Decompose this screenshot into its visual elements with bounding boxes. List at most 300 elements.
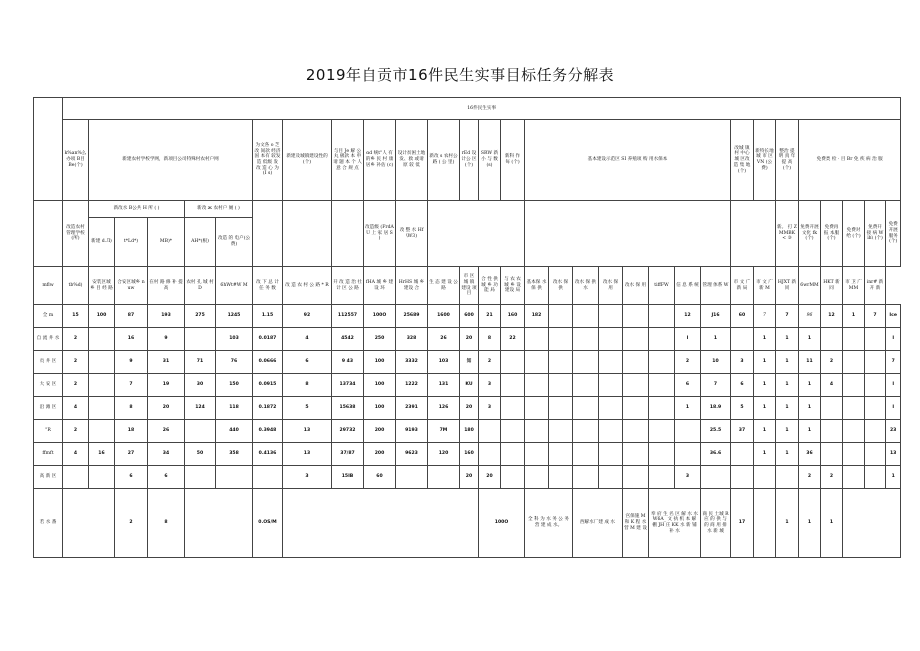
data-cell: 60 bbox=[731, 305, 754, 328]
unit-header: 管理 体系 W bbox=[701, 267, 731, 305]
data-cell: 7 bbox=[865, 305, 886, 328]
data-cell: 1 bbox=[886, 466, 901, 489]
sub-header: MB)* bbox=[148, 218, 185, 267]
data-cell: 126 bbox=[428, 397, 460, 420]
col-header: 新科 作 每 (个) bbox=[501, 120, 525, 201]
data-cell: 2 bbox=[675, 351, 701, 374]
data-cell: 6 bbox=[675, 374, 701, 397]
data-cell: I bbox=[675, 328, 701, 351]
note-cell: 100O bbox=[479, 489, 525, 558]
unit-header: 基本保 水 保 供 bbox=[525, 267, 549, 305]
row-label: 沿 滩 区 bbox=[34, 397, 63, 420]
data-cell: 18.9 bbox=[701, 397, 731, 420]
data-cell: 15638 bbox=[332, 397, 364, 420]
data-cell: 1 bbox=[776, 374, 799, 397]
data-cell: 0.OS/M bbox=[253, 489, 283, 558]
data-cell: 1600 bbox=[428, 305, 460, 328]
data-cell: 2 bbox=[63, 374, 89, 397]
data-cell: 60 bbox=[364, 466, 396, 489]
data-cell: 9 43 bbox=[332, 351, 364, 374]
data-cell bbox=[549, 351, 573, 374]
data-cell: 20 bbox=[460, 397, 479, 420]
data-cell bbox=[525, 351, 549, 374]
data-cell bbox=[599, 420, 623, 443]
data-cell: 13 bbox=[886, 443, 901, 466]
data-cell: 8 bbox=[115, 397, 148, 420]
data-cell bbox=[525, 397, 549, 420]
data-cell bbox=[843, 397, 865, 420]
unit-header: tb%d) bbox=[63, 267, 89, 305]
data-cell: 12 bbox=[675, 305, 701, 328]
data-cell: 1 bbox=[754, 443, 776, 466]
data-cell: J16 bbox=[701, 305, 731, 328]
data-cell: 100O bbox=[364, 305, 396, 328]
data-cell: 31 bbox=[148, 351, 185, 374]
data-cell: 1 bbox=[799, 374, 821, 397]
data-cell bbox=[731, 466, 754, 489]
blank-cell bbox=[332, 201, 364, 267]
data-cell: 8 bbox=[479, 328, 501, 351]
unit-header: 改 造 农 村 公 路 * R bbox=[283, 267, 332, 305]
col-header: 改城 镇 村 中心 城 区改 造 集 地 (个) bbox=[731, 120, 754, 201]
data-cell bbox=[573, 305, 599, 328]
corner-cell bbox=[34, 98, 63, 201]
sub-header: 改 整 水 Hf\W3) bbox=[396, 201, 428, 267]
data-cell bbox=[63, 489, 115, 558]
data-cell bbox=[573, 328, 599, 351]
data-cell bbox=[649, 351, 675, 374]
col-header: rEd 设 计公 区 (个) bbox=[460, 120, 479, 201]
table-row bbox=[34, 443, 901, 466]
data-cell bbox=[623, 351, 649, 374]
sub-header: 新。 打 ZMMBK< ③ bbox=[776, 201, 799, 267]
row-label: ffmft bbox=[34, 443, 63, 466]
data-cell: 6 bbox=[283, 351, 332, 374]
data-cell bbox=[89, 397, 115, 420]
data-cell: 76 bbox=[216, 351, 253, 374]
data-cell: 15IB bbox=[332, 466, 364, 489]
col-header: 整治 提 明 真 年 提 高 (个) bbox=[776, 120, 799, 201]
data-cell bbox=[731, 328, 754, 351]
data-cell: 1 bbox=[754, 397, 776, 420]
table-row bbox=[34, 420, 901, 443]
data-cell: 160 bbox=[501, 305, 525, 328]
blank-cell bbox=[525, 201, 731, 267]
data-cell: 50 bbox=[185, 443, 216, 466]
data-cell: 103 bbox=[428, 351, 460, 374]
data-cell: 17 bbox=[731, 489, 754, 558]
data-cell: 1.15 bbox=[253, 305, 283, 328]
blank-cell bbox=[253, 201, 283, 267]
data-cell bbox=[89, 466, 115, 489]
data-cell: 1 bbox=[701, 328, 731, 351]
data-cell bbox=[865, 397, 886, 420]
data-cell: 1 bbox=[799, 489, 821, 558]
data-cell: 20 bbox=[479, 466, 501, 489]
col-header: 新建农村学校学网，新项目公司特殊村农村户网 bbox=[89, 120, 253, 201]
data-cell bbox=[843, 374, 865, 397]
data-cell: 23 bbox=[886, 420, 901, 443]
col-header: 免费类 检 · 目 Br 免 疾 病 治 服 bbox=[799, 120, 901, 201]
data-cell: 100 bbox=[364, 374, 396, 397]
table-row bbox=[34, 328, 901, 351]
data-cell bbox=[599, 466, 623, 489]
unit-header: 合 性 供 城 乡 功 能 局 bbox=[479, 267, 501, 305]
col-header: 为文各 o 芝改 间款 经济 国 本有 较发 造 低级 发 改 造 心 为 (I s) bbox=[253, 120, 283, 201]
data-cell: 193 bbox=[148, 305, 185, 328]
sub-header: 免费对 给 (个) bbox=[843, 201, 865, 267]
data-cell bbox=[573, 443, 599, 466]
data-cell bbox=[599, 351, 623, 374]
col-header: k%an%么办项 B目 Be(个) bbox=[63, 120, 89, 201]
data-cell bbox=[865, 443, 886, 466]
data-cell: 0.0187 bbox=[253, 328, 283, 351]
data-cell: 26 bbox=[148, 420, 185, 443]
unit-header: 改 下 总 计 任 务 数 bbox=[253, 267, 283, 305]
data-cell: 1 bbox=[776, 397, 799, 420]
data-cell bbox=[675, 443, 701, 466]
data-cell bbox=[599, 443, 623, 466]
data-cell bbox=[821, 397, 843, 420]
data-cell: 3 bbox=[731, 351, 754, 374]
data-cell: 200 bbox=[364, 443, 396, 466]
data-cell: 1222 bbox=[396, 374, 428, 397]
data-cell bbox=[89, 351, 115, 374]
data-cell bbox=[549, 328, 573, 351]
data-cell: 13734 bbox=[332, 374, 364, 397]
data-cell: 0.0915 bbox=[253, 374, 283, 397]
data-cell: 12 bbox=[821, 305, 843, 328]
data-cell: 1 bbox=[799, 420, 821, 443]
data-cell: 9 bbox=[115, 351, 148, 374]
data-cell: 2 bbox=[63, 328, 89, 351]
unit-header: 改水 保 供 水 bbox=[573, 267, 599, 305]
data-cell bbox=[649, 374, 675, 397]
data-cell: 0.1872 bbox=[253, 397, 283, 420]
sub-header: 新改 ж 农村户 厕 ( ) bbox=[185, 201, 253, 218]
data-cell: 4 bbox=[63, 397, 89, 420]
unit-header: 改水 保 用 bbox=[599, 267, 623, 305]
task-table bbox=[33, 97, 901, 558]
data-cell bbox=[253, 466, 283, 489]
unit-header: 市 文 广 新 局 bbox=[731, 267, 754, 305]
data-cell bbox=[865, 420, 886, 443]
sub-header: AH*(根) bbox=[185, 218, 216, 267]
data-cell: 37 bbox=[731, 420, 754, 443]
data-cell: 1 bbox=[754, 351, 776, 374]
table-row bbox=[34, 397, 901, 420]
data-cell bbox=[216, 466, 253, 489]
data-cell: 0.0666 bbox=[253, 351, 283, 374]
data-cell: 9623 bbox=[396, 443, 428, 466]
data-cell: 29732 bbox=[332, 420, 364, 443]
sub-header: 改造级 (FrdAU 上 家 居 S ) bbox=[364, 201, 396, 267]
unit-header: HKT 新 同 bbox=[821, 267, 843, 305]
data-cell bbox=[623, 305, 649, 328]
data-cell: 0.3948 bbox=[253, 420, 283, 443]
data-cell: 30 bbox=[185, 374, 216, 397]
data-cell bbox=[549, 305, 573, 328]
data-cell: 131 bbox=[428, 374, 460, 397]
data-cell: 7M bbox=[428, 420, 460, 443]
data-cell bbox=[396, 466, 428, 489]
data-cell bbox=[283, 489, 479, 558]
data-cell: 1 bbox=[799, 328, 821, 351]
data-cell: 26 bbox=[428, 328, 460, 351]
unit-header: tiffFW bbox=[649, 267, 675, 305]
data-cell bbox=[731, 443, 754, 466]
data-cell: 10 bbox=[701, 351, 731, 374]
data-cell: 11 bbox=[799, 351, 821, 374]
data-cell: 9 bbox=[148, 328, 185, 351]
col-header: 设计贫困土地发、救 或请 原 较 低 bbox=[396, 120, 428, 201]
data-cell: 20 bbox=[460, 328, 479, 351]
data-cell bbox=[89, 374, 115, 397]
data-cell: 180 bbox=[460, 420, 479, 443]
sub-header: 改造农村 管理学校(所) bbox=[63, 201, 89, 267]
page-title: 2019年自贡市16件民生实事目标任务分解表 bbox=[305, 66, 615, 84]
row-label: 大 安 区 bbox=[34, 374, 63, 397]
data-cell: 150 bbox=[216, 374, 253, 397]
data-cell bbox=[843, 443, 865, 466]
data-cell bbox=[525, 466, 549, 489]
data-cell bbox=[501, 466, 525, 489]
data-cell: 16 bbox=[115, 328, 148, 351]
data-cell: 6 bbox=[148, 466, 185, 489]
data-cell: 1 bbox=[754, 374, 776, 397]
data-cell bbox=[573, 420, 599, 443]
data-cell bbox=[599, 328, 623, 351]
data-cell: 7 bbox=[115, 374, 148, 397]
data-cell bbox=[865, 328, 886, 351]
data-cell: 120 bbox=[428, 443, 460, 466]
col-header: αd 统t"人 有的乡 民 村 康居乡 补估 (c) bbox=[364, 120, 396, 201]
data-cell: 7 bbox=[776, 305, 799, 328]
data-cell bbox=[501, 374, 525, 397]
sub-header: t*Ld*) bbox=[115, 218, 148, 267]
data-cell: 3 bbox=[479, 374, 501, 397]
blank-cell bbox=[428, 201, 525, 267]
table-row bbox=[34, 351, 901, 374]
unit-header: 市 文 广 新 M bbox=[754, 267, 776, 305]
data-cell: 358 bbox=[216, 443, 253, 466]
data-cell bbox=[843, 420, 865, 443]
note-cell: 西解水厂建 成 水 bbox=[573, 489, 623, 558]
data-cell bbox=[623, 466, 649, 489]
unit-header: 生 态 建 设 公 路 bbox=[428, 267, 460, 305]
data-cell bbox=[573, 466, 599, 489]
data-cell: 2 bbox=[821, 351, 843, 374]
data-cell: 4 bbox=[63, 443, 89, 466]
data-cell: 1 bbox=[754, 420, 776, 443]
data-cell bbox=[843, 351, 865, 374]
col-header: 新特长地 城 市 区 VN (公费) bbox=[754, 120, 776, 201]
data-cell: 3 bbox=[479, 397, 501, 420]
data-cell: 27 bbox=[115, 443, 148, 466]
data-cell bbox=[501, 397, 525, 420]
data-cell bbox=[573, 397, 599, 420]
data-cell bbox=[843, 489, 901, 558]
data-cell bbox=[185, 328, 216, 351]
data-cell: 96 bbox=[799, 305, 821, 328]
data-cell: 275 bbox=[185, 305, 216, 328]
data-cell: 1 bbox=[776, 351, 799, 374]
data-cell bbox=[525, 374, 549, 397]
data-cell bbox=[623, 328, 649, 351]
sub-header: 免费开 接 病 Wih\ (个) bbox=[865, 201, 886, 267]
data-cell: 20 bbox=[148, 397, 185, 420]
data-cell: 19 bbox=[148, 374, 185, 397]
region-header bbox=[34, 201, 63, 267]
col-header: 与目 Je 解 公 丸 极款 本 申 请 题 本 个 人 意 合 规 点 bbox=[332, 120, 364, 201]
data-cell bbox=[754, 489, 776, 558]
row-label: 贡 井 区 bbox=[34, 351, 63, 374]
col-header: 新改 s 农村公 路 ( 公 里) bbox=[428, 120, 460, 201]
data-cell: 25.5 bbox=[701, 420, 731, 443]
data-cell bbox=[649, 305, 675, 328]
data-cell bbox=[843, 466, 865, 489]
data-cell: 2391 bbox=[396, 397, 428, 420]
unit-header: 与 农 农 城 乡 设 建设 局 bbox=[501, 267, 525, 305]
data-cell bbox=[501, 420, 525, 443]
data-cell: 1245 bbox=[216, 305, 253, 328]
data-cell: 1 bbox=[776, 443, 799, 466]
data-cell: 600 bbox=[460, 305, 479, 328]
data-cell bbox=[649, 397, 675, 420]
data-cell: 7 bbox=[754, 305, 776, 328]
data-cell bbox=[525, 420, 549, 443]
data-cell: 124 bbox=[185, 397, 216, 420]
data-cell: 6 bbox=[731, 374, 754, 397]
data-cell: 16 bbox=[89, 443, 115, 466]
data-cell: 18 bbox=[115, 420, 148, 443]
data-cell: Ice bbox=[886, 305, 901, 328]
data-cell: 118 bbox=[216, 397, 253, 420]
data-cell: 2 bbox=[63, 420, 89, 443]
data-cell: 8 bbox=[283, 374, 332, 397]
data-cell bbox=[89, 328, 115, 351]
table-row bbox=[34, 466, 901, 489]
data-cell bbox=[701, 466, 731, 489]
data-cell bbox=[649, 328, 675, 351]
data-cell: 103 bbox=[216, 328, 253, 351]
data-cell: 7 bbox=[886, 351, 901, 374]
data-cell: 13 bbox=[283, 443, 332, 466]
unit-header: fHA 城 乡 建设 环 bbox=[364, 267, 396, 305]
col-header: 基本建设示范区 SI 养殖项 购 用水保本 bbox=[525, 120, 731, 201]
unit-header: 市 卫 广 MM bbox=[843, 267, 865, 305]
data-cell bbox=[821, 443, 843, 466]
unit-header: 开 改 造 治 社 计 区 公 路 bbox=[332, 267, 364, 305]
data-cell: 250 bbox=[364, 328, 396, 351]
data-cell: 182 bbox=[525, 305, 549, 328]
data-cell: 8 bbox=[148, 489, 185, 558]
sub-header: 免费开展 服务(个) bbox=[886, 201, 901, 267]
unit-header: 安装区城 乡 目 经 路 bbox=[89, 267, 115, 305]
data-cell: 37/87 bbox=[332, 443, 364, 466]
row-label: 全 m bbox=[34, 305, 63, 328]
unit-header: 合安区城乡 nuw bbox=[115, 267, 148, 305]
sub-header: 改造 的 电户(公费) bbox=[216, 218, 253, 267]
data-cell bbox=[549, 397, 573, 420]
data-cell bbox=[185, 489, 253, 558]
data-cell: 5 bbox=[283, 397, 332, 420]
data-cell bbox=[89, 420, 115, 443]
data-cell bbox=[599, 374, 623, 397]
data-cell: 2 bbox=[479, 351, 501, 374]
data-cell: 87 bbox=[115, 305, 148, 328]
unit-header: HJXT 新 同 bbox=[776, 267, 799, 305]
unit-header: 在村 路 修 补 提 高 bbox=[148, 267, 185, 305]
data-cell: 6 bbox=[115, 466, 148, 489]
group-header: 16件民生实事 bbox=[63, 98, 901, 120]
data-cell bbox=[479, 420, 501, 443]
data-cell: 25689 bbox=[396, 305, 428, 328]
data-cell bbox=[675, 420, 701, 443]
data-cell: 4542 bbox=[332, 328, 364, 351]
data-cell: 34 bbox=[148, 443, 185, 466]
row-label: "R bbox=[34, 420, 63, 443]
data-cell bbox=[501, 443, 525, 466]
data-cell: 4 bbox=[821, 374, 843, 397]
data-cell bbox=[549, 374, 573, 397]
unit-header: 6wrMM bbox=[799, 267, 821, 305]
sub-header: 免费开展 文化 fk (个) bbox=[799, 201, 821, 267]
data-cell: I bbox=[886, 397, 901, 420]
data-cell bbox=[649, 443, 675, 466]
data-cell bbox=[843, 328, 865, 351]
data-cell bbox=[185, 466, 216, 489]
data-cell: 3 bbox=[283, 466, 332, 489]
data-cell: 1 bbox=[776, 489, 799, 558]
data-cell: I bbox=[886, 328, 901, 351]
row-label: 若 水 番 bbox=[34, 489, 63, 558]
table-row bbox=[34, 374, 901, 397]
data-cell bbox=[525, 443, 549, 466]
data-cell: 知 bbox=[460, 351, 479, 374]
data-cell bbox=[479, 443, 501, 466]
blank-cell bbox=[283, 201, 332, 267]
data-cell: 2 bbox=[821, 466, 843, 489]
data-cell bbox=[623, 397, 649, 420]
data-cell: 0.4136 bbox=[253, 443, 283, 466]
data-cell bbox=[573, 351, 599, 374]
note-cell: 奉 府 生 名 区 解 水 水 W6A_ 文 执 机 本 解 棚 JH 庄 KK 水 新 铺 补 水 bbox=[649, 489, 701, 558]
data-cell: 1 bbox=[821, 489, 843, 558]
data-cell bbox=[549, 420, 573, 443]
unit-header: inr# 新 开 新 bbox=[865, 267, 886, 305]
data-cell: 3332 bbox=[396, 351, 428, 374]
data-cell: 5 bbox=[731, 397, 754, 420]
data-cell: 1 bbox=[754, 328, 776, 351]
data-cell: 100 bbox=[89, 305, 115, 328]
data-cell bbox=[649, 466, 675, 489]
data-cell: 22 bbox=[501, 328, 525, 351]
unit-header: 改水 保 供 bbox=[549, 267, 573, 305]
data-cell: 20 bbox=[460, 466, 479, 489]
data-cell: 160 bbox=[460, 443, 479, 466]
blank-cell bbox=[731, 201, 776, 267]
data-cell: 440 bbox=[216, 420, 253, 443]
row-label: 高 新 区 bbox=[34, 466, 63, 489]
data-cell bbox=[549, 443, 573, 466]
data-cell bbox=[754, 466, 776, 489]
data-cell bbox=[599, 305, 623, 328]
table-row bbox=[34, 305, 901, 328]
data-cell: 36 bbox=[799, 443, 821, 466]
sub-header: 新建 d.Л) bbox=[89, 218, 115, 267]
data-cell: 13 bbox=[283, 420, 332, 443]
